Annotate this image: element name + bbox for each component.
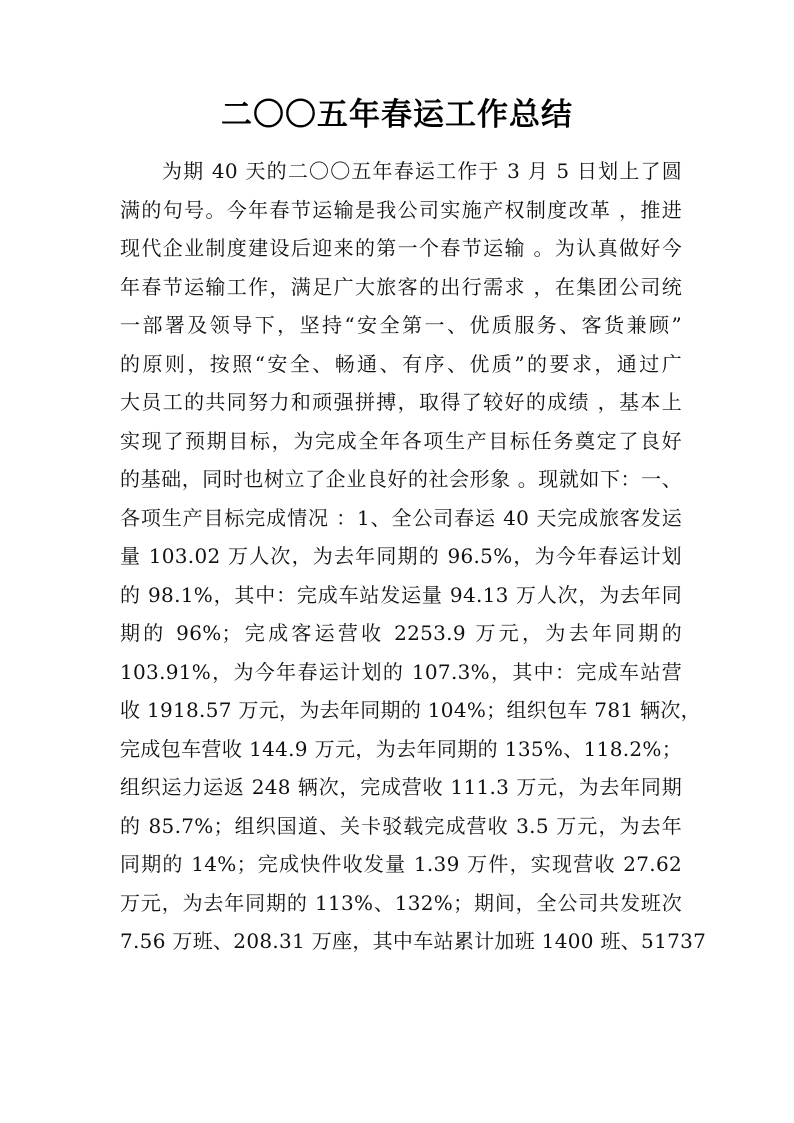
body-line: 完成包车营收 144.9 万元，为去年同期的 135%、118.2%； [120, 736, 682, 761]
body-line: 的 85.7%；组织国道、关卡驳载完成营收 3.5 万元，为去年 [120, 813, 682, 838]
body-line: 万元，为去年同期的 113%、132%；期间，全公司共发班次 [120, 890, 682, 915]
body-line: 满的句号。今年春节运输是我公司实施产权制度改革 ，推进 [120, 197, 682, 222]
body-line: 103.91%，为今年春运计划的 107.3%，其中：完成车站营 [120, 659, 682, 684]
body-line: 年春节运输工作，满足广大旅客的出行需求 ，在集团公司统 [120, 274, 682, 299]
body-line: 为期 40 天的二〇〇五年春运工作于 3 月 5 日划上了圆 [162, 159, 682, 183]
body-line: 量 103.02 万人次，为去年同期的 96.5%，为今年春运计划 [120, 544, 682, 568]
body-line: 的基础，同时也树立了企业良好的社会形象 。现就如下：一、 [120, 467, 682, 491]
body-line: 各项生产目标完成情况 ：1、全公司春运 40 天完成旅客发运 [120, 505, 682, 530]
body-line: 的原则，按照“安全、畅通、有序、优质”的要求，通过广 [120, 351, 682, 376]
body-line: 大员工的共同努力和顽强拼搏，取得了较好的成绩 ，基本上 [120, 390, 682, 414]
body-line: 同期的 14%；完成快件收发量 1.39 万件，实现营收 27.62 [120, 852, 682, 876]
body-line: 7.56 万班、208.31 万座，其中车站累计加班 1400 班、51737 [120, 929, 707, 953]
document-title: 二〇〇五年春运工作总结 [221, 97, 573, 133]
body-line: 一部署及领导下，坚持“安全第一、优质服务、客货兼顾” [120, 313, 682, 337]
body-line: 实现了预期目标，为完成全年各项生产目标任务奠定了良好 [120, 428, 682, 453]
body-line: 期的 96%；完成客运营收 2253.9 万元，为去年同期的 [120, 621, 682, 645]
body-line: 现代企业制度建设后迎来的第一个春节运输 。为认真做好今 [120, 236, 682, 260]
body-line: 组织运力运返 248 辆次，完成营收 111.3 万元，为去年同期 [120, 775, 682, 799]
body-line: 的 98.1%，其中：完成车站发运量 94.13 万人次，为去年同 [120, 582, 682, 607]
body-line: 收 1918.57 万元，为去年同期的 104%；组织包车 781 辆次， [120, 698, 701, 722]
document-body [120, 152, 707, 961]
